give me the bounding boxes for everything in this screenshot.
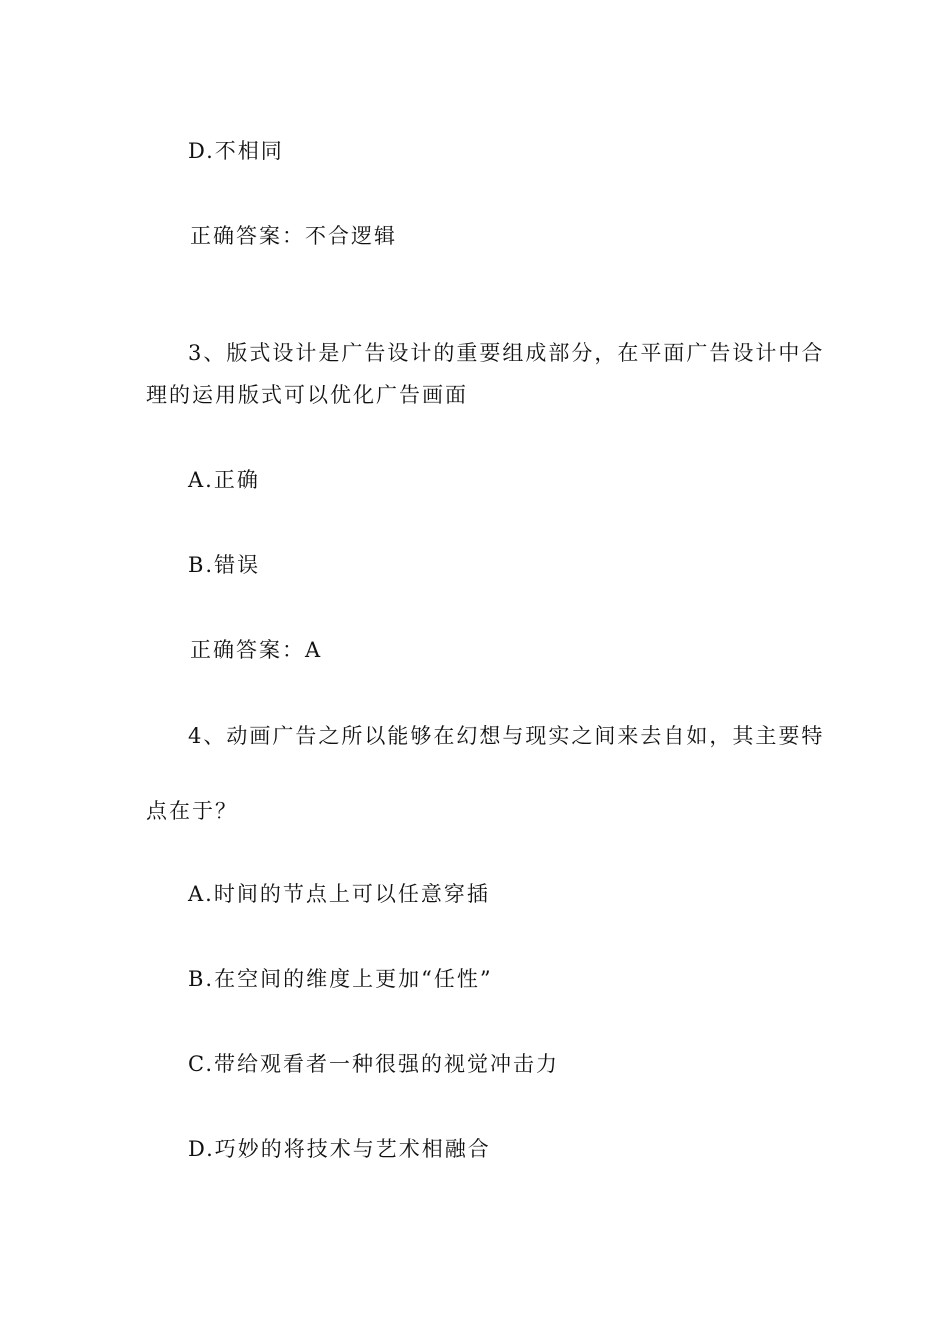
- q4-option-d: D.巧妙的将技术与艺术相融合: [188, 1137, 491, 1161]
- prev-question-answer: 正确答案：不合逻辑: [190, 224, 397, 248]
- q3-option-b: B.错误: [188, 553, 261, 577]
- q3-stem-line2: 理的运用版式可以优化广告画面: [146, 383, 468, 407]
- q3-option-a: A.正确: [188, 468, 260, 492]
- q4-stem-line2: 点在于？: [146, 799, 238, 823]
- q4-stem-line1: 4、动画广告之所以能够在幻想与现实之间来去自如，其主要特: [188, 724, 825, 748]
- prev-question-option-d: D.不相同: [188, 139, 284, 163]
- q3-stem-line1: 3、版式设计是广告设计的重要组成部分，在平面广告设计中合: [188, 341, 825, 365]
- q4-option-b: B.在空间的维度上更加“任性”: [188, 967, 493, 991]
- q4-option-c: C.带给观看者一种很强的视觉冲击力: [188, 1052, 559, 1076]
- q3-answer: 正确答案：A: [190, 638, 323, 662]
- q4-option-a: A.时间的节点上可以任意穿插: [188, 882, 490, 906]
